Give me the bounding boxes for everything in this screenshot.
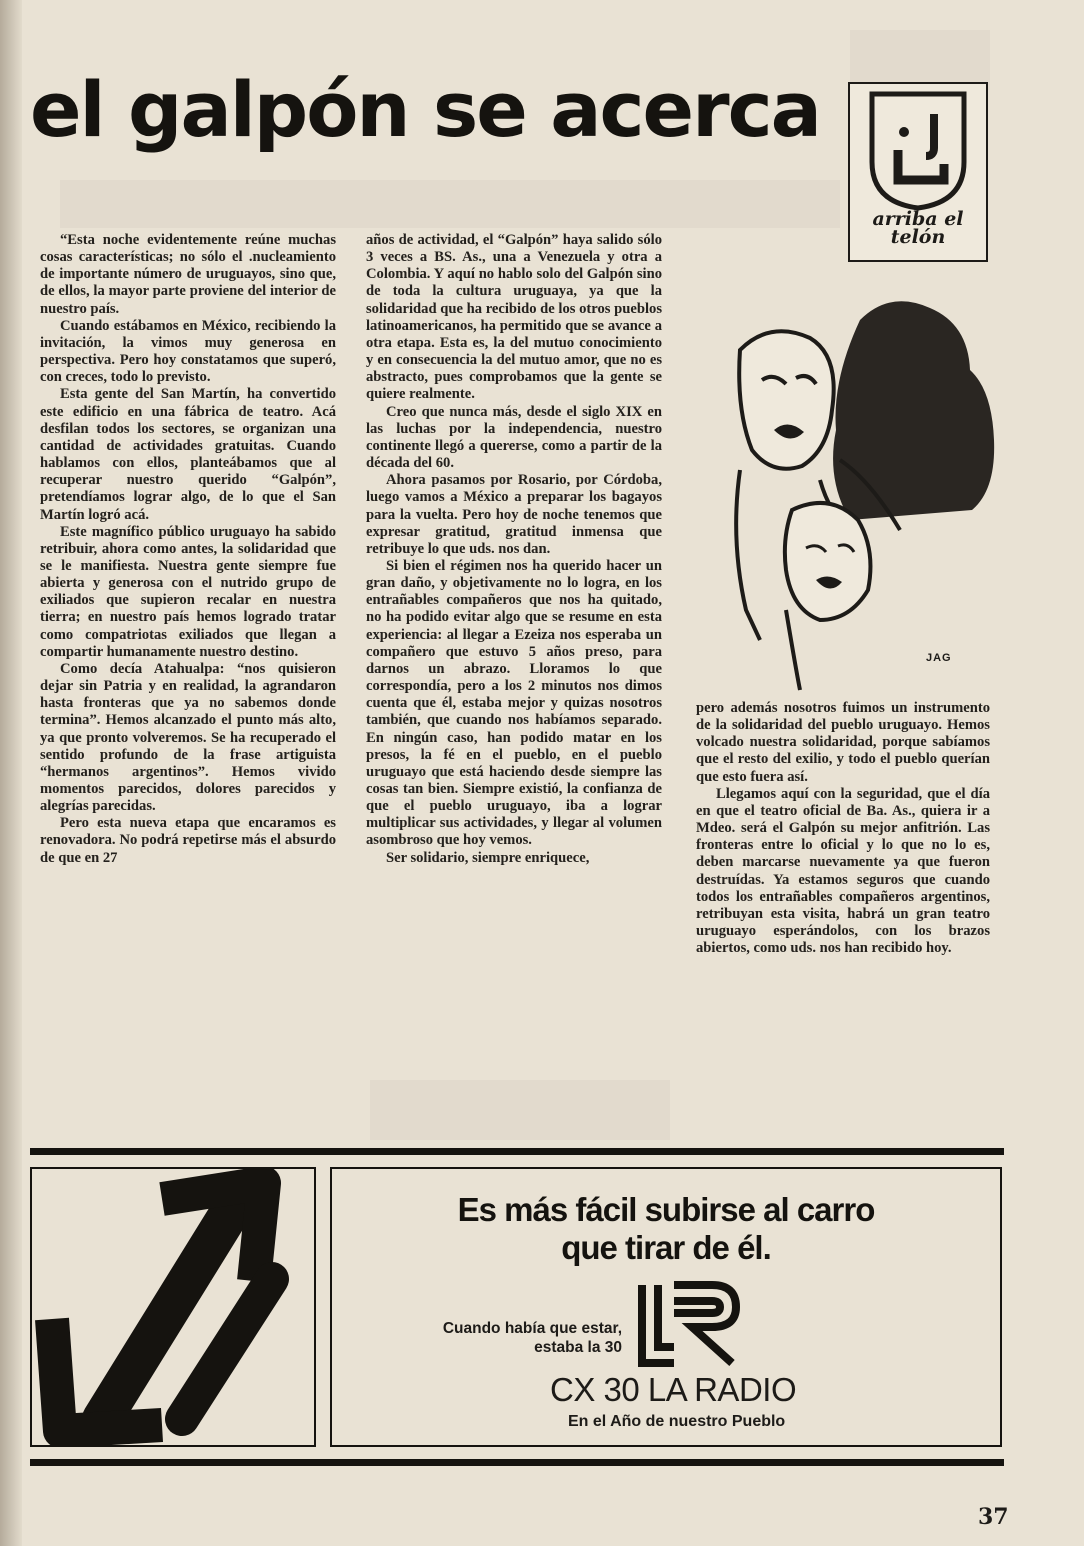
- paragraph: Como decía Atahualpa: “nos quisieron dejar sin Patria y en realidad, la agrandaron hasta fronteras que ya no sabemos donde termina”. Hemos alcanzado el punto más alto, ya que pronto volveremos. Se ha recuperado el sentido profundo de la frase artiguista “hermanos argentinos”. Hemos vivido momentos parecidos, dolores parecidos y alegrías parecidas.: [40, 660, 336, 815]
- article-column-1: [40, 232, 336, 867]
- paragraph: Llegamos aquí con la seguridad, que el día en que el teatro oficial de Ba. As., quiera ir a Mdeo. será el Galpón su mejor anfitrión. Las fronteras entre lo oficial y lo que no lo es, deben marcarse nuevamente ya que fueron destruídas. Ya estamos seguros que cuando todos los entrañables compañeros argentinos, retribuyan esta visita, habrá un gran teatro uruguayo esperándolos, con los brazos abiertos, como uds. nos han recibido hoy.: [696, 785, 990, 957]
- paragraph: Cuando estábamos en México, recibiendo la invitación, la vimos muy generosa en perspectiva. Pero hoy constatamos que superó, con creces, todo lo previsto.: [40, 317, 336, 386]
- paragraph: Ahora pasamos por Rosario, por Córdoba, luego vamos a México a preparar los bagayos para la vuelta. Pero hoy de noche tenemos que expresar gratitud, gratitud inmensa que retribuye lo que uds. nos dan.: [366, 472, 662, 557]
- ad-station-name: CX 30 LA RADIO: [550, 1371, 797, 1408]
- ad-arrows-panel: [30, 1167, 316, 1447]
- ad-tagline-line: Cuando había que estar,: [442, 1320, 622, 1337]
- ad-slogan: En el Año de nuestro Pueblo: [568, 1413, 786, 1430]
- show-through-block: [60, 180, 840, 228]
- ad-tagline-line: estaba la 30: [534, 1339, 622, 1356]
- illustration-signature: JAG: [926, 652, 952, 664]
- masks-illustration: [700, 280, 996, 700]
- paragraph: pero además nosotros fuimos un instrumento de la solidaridad del pueblo uruguayo. Hemos volcado nuestra solidaridad, porque sabíamos que el resto del exilio, y todo el pueblo querían que esto fuera así.: [696, 700, 990, 785]
- ad-headline-line: que tirar de él.: [561, 1229, 771, 1266]
- paragraph: Pero esta nueva etapa que encaramos es renovadora. No podrá repetirse más el absurdo de que en 27: [40, 815, 336, 866]
- ad-headline-line: Es más fácil subirse al carro: [457, 1191, 875, 1228]
- article-title: el galpón se acerca: [30, 65, 820, 154]
- page-binding-shadow: [0, 0, 22, 1546]
- article-column-3: [696, 700, 990, 957]
- paragraph: Ser solidario, siempre enriquece,: [386, 849, 590, 866]
- paragraph: “Esta noche evidentemente reúne muchas cosas características; no sólo el .nucleamiento de importante número de uruguayos, sino que, de ellos, la mayor parte proviene del interior de nuestro país.: [40, 232, 336, 317]
- show-through-block: [370, 1080, 670, 1140]
- ad-headline: [332, 1191, 1000, 1267]
- paragraph: Creo que nunca más, desde el siglo XIX en las luchas por la independencia, nuestro continente llegó a quererse, como a partir de la década del 60.: [366, 403, 662, 472]
- section-logo: [848, 82, 988, 262]
- paragraph: años de actividad, el “Galpón” haya salido sólo 3 veces a BS. As., una a Venezuela y otra a Colombia. Y aquí no hablo solo del Galpón sino de toda la cultura uruguaya, ya que la solidaridad que ha recibido de los otros pueblos latinoamericanos, ha permitido que se avance a otra etapa. Esta es, la del mutuo conocimiento y en consecuencia la del mutuo amor, que no es abstracto, pues comprobamos que la gente se quiere realmente.: [366, 232, 662, 403]
- paragraph: Esta gente del San Martín, ha convertido este edificio en una fábrica de teatro. Acá desfilan todos los sectores, se organizan una cantidad de actividades gratuitas. Cuando hablamos con ellos, planteábamos que al recuperar nuestro querido “Galpón”, pretendíamos lograr algo, de lo que el San Martín logró acá.: [40, 386, 336, 523]
- ad-text-panel: [330, 1167, 1002, 1447]
- radio-station-logo-icon: [632, 1279, 744, 1371]
- radio-advertisement: [30, 1148, 1004, 1466]
- paragraph: Si bien el régimen nos ha querido hacer un gran daño, y objetivamente no lo logra, en los entrañables compañeros que nos ha quitado, no ha podido evitar algo que se resume en esta experiencia: al llegar a Ezeiza nos esperaba un compañero que estuvo 5 años preso, para darnos un abrazo. Lloramos lo que correspondía, pero a los 2 minutos nos dimos cuenta que él, estaba mejor y quizas nosotros también, que cuando nos habíamos separado. En ningún caso, han podido matar en los presos, la fé en el pueblo, en el pueblo uruguayo que está haciendo desde siempre las cosas tan bien. Siempre existió, la confianza de que el pueblo uruguayo, iba a lograr multiplicar sus actividades, y llegar al volumen asombroso que hoy vemos.: [366, 557, 662, 849]
- diagonal-arrows-icon: [32, 1169, 314, 1445]
- show-through-block: [850, 30, 990, 90]
- page-number: 37: [978, 1504, 1009, 1530]
- section-logo-text: arriba el telón: [872, 208, 964, 249]
- article-column-2: [366, 232, 662, 867]
- ad-tagline: [382, 1319, 622, 1357]
- paragraph: Este magnífico público uruguayo ha sabido retribuir, ahora como antes, la solidaridad que se le manifiesta. Nuestra gente siempre fue abierta y generosa con el nutrido grupo de exiliados que supieron recalar en nuestra tierra; en nuestro país hemos logrado tratar como compatriotas exiliados que llegan a compartir humanamente nuestro destino.: [40, 523, 336, 660]
